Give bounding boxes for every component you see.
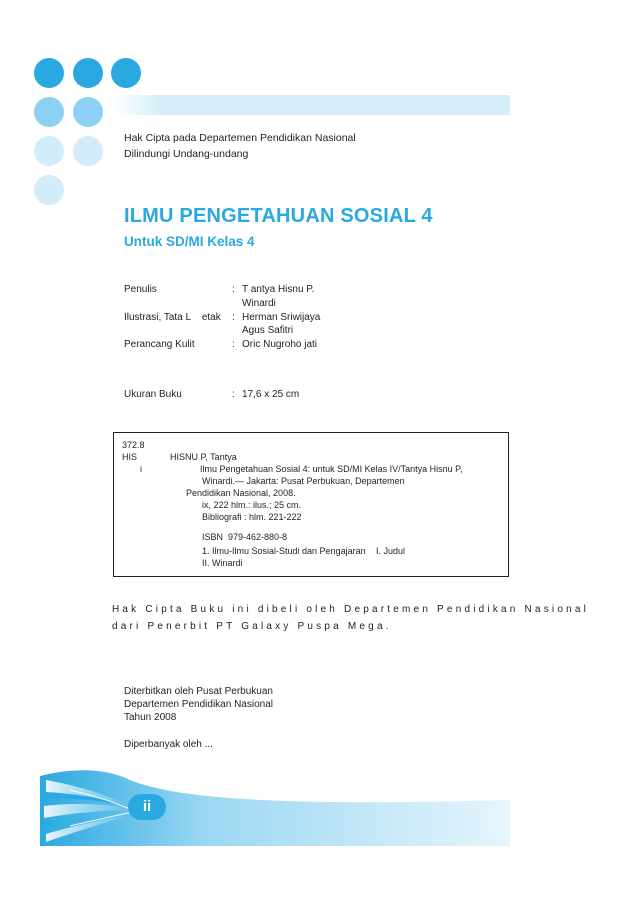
- colon: :: [232, 312, 235, 323]
- catalog-subject: II. Winardi: [202, 558, 243, 568]
- catalog-box: [113, 432, 509, 577]
- catalog-description: Ilmu Pengetahuan Sosial 4: untuk SD/MI Kelas IV/Tantya Hisnu P,: [200, 464, 463, 474]
- cover-designer: Oric Nugroho jati: [242, 339, 318, 350]
- purchase-notice: dari Penerbit PT Galaxy Puspa Mega.: [112, 621, 392, 632]
- illustrator-name: Agus Safitri: [242, 325, 294, 336]
- class-number: 372.8: [122, 440, 145, 450]
- decor-dot: [34, 136, 64, 166]
- header-bar: [112, 95, 510, 115]
- reprint-line: Diperbanyak oleh ...: [124, 739, 213, 750]
- writer-name: Winardi: [242, 298, 276, 309]
- colon: :: [232, 284, 235, 295]
- illustration-label: Ilustrasi, Tata L etak: [124, 312, 221, 323]
- decor-dot: [73, 97, 103, 127]
- decor-dot: [73, 58, 103, 88]
- catalog-subject: I. Judul: [376, 546, 406, 556]
- copyright-line: Hak Cipta pada Departemen Pendidikan Nasional: [124, 132, 356, 144]
- cover-label: Perancang Kulit: [124, 339, 195, 350]
- catalog-description: Pendidikan Nasional, 2008.: [186, 488, 296, 498]
- catalog-subject: 1. Ilmu-Ilmu Sosial-Studi dan Pengajaran: [202, 546, 366, 556]
- writer-name: T antya Hisnu P.: [242, 284, 315, 295]
- colon: :: [232, 339, 235, 350]
- decor-dot: [34, 175, 64, 205]
- publisher-line: Departemen Pendidikan Nasional: [124, 699, 273, 710]
- illustrator-name: Herman Sriwijaya: [242, 312, 321, 323]
- page-number: ii: [128, 794, 166, 820]
- catalog-description: Winardi.— Jakarta: Pusat Perbukuan, Departemen: [202, 476, 405, 486]
- decor-dot: [34, 97, 64, 127]
- purchase-notice: Hak Cipta Buku ini dibeli oleh Departemen Pendidikan Nasional: [112, 604, 590, 615]
- catalog-description: Bibliografi : hlm. 221-222: [202, 512, 302, 522]
- decor-dot: [34, 58, 64, 88]
- decor-dot: [111, 58, 141, 88]
- colon: :: [232, 389, 235, 400]
- book-subtitle: Untuk SD/MI Kelas 4: [124, 234, 255, 249]
- publisher-line: Diterbitkan oleh Pusat Perbukuan: [124, 686, 273, 697]
- protection-line: Dilindungi Undang-undang: [124, 148, 249, 160]
- catalog-code-suffix: i: [140, 464, 142, 474]
- size-label: Ukuran Buku: [124, 389, 182, 400]
- decor-dot: [73, 136, 103, 166]
- catalog-author: HISNU P, Tantya: [170, 452, 237, 462]
- catalog-code: HIS: [122, 452, 138, 462]
- writer-label: Penulis: [124, 284, 157, 295]
- footer-wave: [40, 766, 510, 846]
- publisher-year: Tahun 2008: [124, 712, 177, 723]
- isbn: ISBN 979-462-880-8: [202, 532, 288, 542]
- size-value: 17,6 x 25 cm: [242, 389, 300, 400]
- book-title: ILMU PENGETAHUAN SOSIAL 4: [124, 205, 433, 227]
- catalog-description: ix, 222 hlm.: ilus.; 25 cm.: [202, 500, 302, 510]
